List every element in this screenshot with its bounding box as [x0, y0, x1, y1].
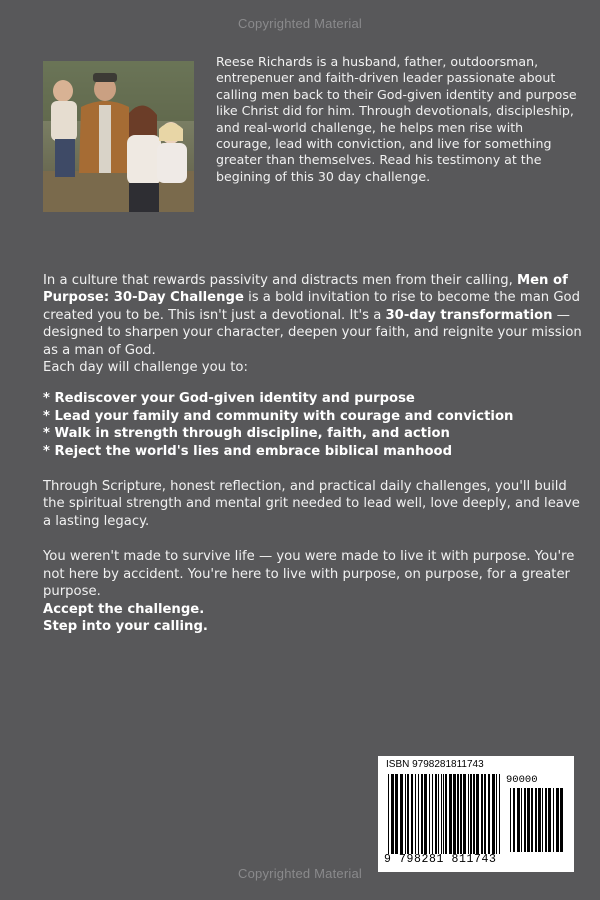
intro-text-a: In a culture that rewards passivity and distracts men from their calling, [43, 273, 517, 288]
barcode-bar [391, 774, 394, 854]
challenge-lead-in: Each day will challenge you to: [43, 360, 248, 376]
barcode-bar [435, 774, 437, 854]
intro-paragraph [43, 272, 583, 359]
barcode-bar [548, 788, 551, 852]
barcode-bar [513, 788, 515, 852]
barcode-bar [468, 774, 469, 854]
book-description [43, 272, 583, 635]
isbn-digits: 9 798281 811743 [384, 853, 497, 866]
barcode-bar [535, 788, 537, 852]
barcode-bar [421, 774, 423, 854]
barcode-bar [521, 788, 522, 852]
scripture-paragraph: Through Scripture, honest reflection, and practical daily challenges, you'll build the spiritual strength and mental grit needed to lead well, love deeply, and leave a lasting legacy. [43, 479, 580, 529]
barcode-bar [542, 788, 543, 852]
barcode-bar [488, 774, 490, 854]
barcode-bar [411, 774, 413, 854]
barcode-bar [460, 774, 462, 854]
barcode-bar [395, 774, 398, 854]
barcode-bar [432, 774, 433, 854]
watermark-bottom: Copyrighted Material [238, 866, 362, 881]
barcode-bar [463, 774, 466, 854]
barcode-bar [517, 788, 520, 852]
purpose-paragraph: You weren't made to survive life — you were made to live it with purpose. You're not here by accident. You're here to live with purpose, on purpose, for a greater purpose. [43, 549, 575, 600]
author-bio: Reese Richards is a husband, father, outdoorsman, entrepenuer and faith-driven leader passionate about calling men back to their God-given identity and purpose like Christ did for him. Through devotionals, discipleship, and real-world challenge, he helps men rise with courage, lead with conviction, and live for something greater than themselves. Read his testimony at the begining of this 30 day challenge. [216, 54, 577, 184]
barcode-bar [499, 774, 500, 854]
barcode-bar [560, 788, 563, 852]
barcode-bar [524, 788, 526, 852]
author-family-photo [43, 61, 194, 212]
isbn-barcode [378, 756, 574, 872]
challenge-list [43, 390, 583, 460]
barcode-bar [473, 774, 475, 854]
barcode-bar [457, 774, 459, 854]
barcode-bar [531, 788, 533, 852]
intro-text-b: is a bold invitation to rise to become the man God created you to be. This isn't just a devotional. It's a [43, 290, 580, 323]
challenge-item: * Reject the world's lies and embrace biblical manhood [43, 443, 453, 459]
barcode-bars-main [388, 774, 502, 854]
barcode-bar [553, 788, 554, 852]
barcode-bar [415, 774, 416, 854]
challenge-item: * Walk in strength through discipline, faith, and action [43, 426, 450, 442]
barcode-bar [492, 774, 495, 854]
call-to-action-step: Step into your calling. [43, 618, 208, 634]
barcode-bar [443, 774, 444, 854]
barcode-bar [538, 788, 541, 852]
barcode-bar [400, 774, 403, 854]
barcode-bar [405, 774, 406, 854]
challenge-item: * Lead your family and community with courage and conviction [43, 408, 514, 424]
barcode-bar [445, 774, 447, 854]
barcode-bar [453, 774, 456, 854]
barcode-bar [556, 788, 559, 852]
barcode-bars-addon [510, 788, 566, 852]
barcode-bar [407, 774, 409, 854]
challenge-item: * Rediscover your God-given identity and purpose [43, 391, 415, 407]
barcode-bar [545, 788, 547, 852]
barcode-bar [496, 774, 497, 854]
price-code: 90000 [506, 774, 538, 786]
barcode-bar [449, 774, 452, 854]
book-title: Men of Purpose: 30-Day Challenge [43, 273, 568, 306]
barcode-bar [418, 774, 419, 854]
barcode-bar [470, 774, 472, 854]
transformation-highlight: 30-day transformation [385, 307, 553, 323]
barcode-bar [441, 774, 442, 854]
isbn-label: ISBN 9798281811743 [386, 759, 484, 770]
barcode-bar [481, 774, 483, 854]
watermark-top: Copyrighted Material [238, 16, 362, 31]
barcode-bar [429, 774, 430, 854]
barcode-bar [476, 774, 479, 854]
call-to-action-accept: Accept the challenge. [43, 601, 205, 617]
family-photo-image [43, 61, 194, 212]
barcode-bar [484, 774, 486, 854]
barcode-bar [527, 788, 530, 852]
barcode-bar [438, 774, 439, 854]
intro-text-c: — designed to sharpen your character, deepen your faith, and reignite your mission as a man of God. [43, 307, 582, 358]
barcode-bar [510, 788, 511, 852]
barcode-bar [388, 774, 389, 854]
barcode-bar [424, 774, 427, 854]
